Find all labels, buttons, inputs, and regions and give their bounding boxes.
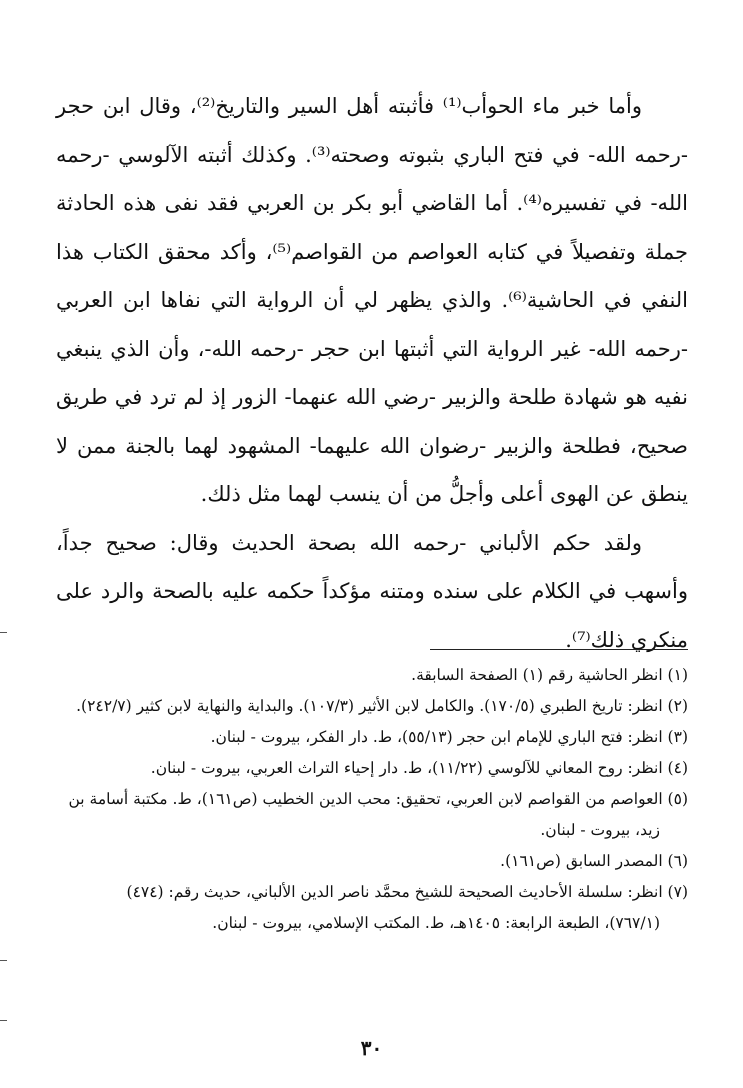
margin-mark xyxy=(0,1020,7,1021)
footnote-5: (٥) العواصم من القواصم لابن العربي، تحقيق: محب الدين الخطيب (ص١٦١)، ط. مكتبة أسامة بن xyxy=(68,790,688,808)
margin-mark xyxy=(0,632,7,633)
paragraph-2: ولقد حكم الألباني -رحمه الله بصحة الحديث وقال: صحيح جداً، وأسهب في الكلام على سنده ومتنه مؤكداً حكمه عليه بالصحة والرد على منكري ذلك⁽⁷⁾. xyxy=(56,530,688,652)
footnotes xyxy=(56,660,688,939)
footnote-6: (٦) المصدر السابق (ص١٦١). xyxy=(500,852,688,870)
footnote-separator xyxy=(430,649,688,650)
footnote-3: (٣) انظر: فتح الباري للإمام ابن حجر (٥٥/١٣)، ط. دار الفكر، بيروت - لبنان. xyxy=(210,728,688,746)
footnote-7: (٧) انظر: سلسلة الأحاديث الصحيحة للشيخ محمَّد ناصر الدين الألباني، حديث رقم: (٤٧٤) xyxy=(126,883,688,901)
main-text xyxy=(56,82,688,664)
footnote-5-continuation: زيد، بيروت - لبنان. xyxy=(540,821,660,839)
footnote-2: (٢) انظر: تاريخ الطبري (١٧٠/٥). والكامل لابن الأثير (١٠٧/٣). والبداية والنهاية لابن كثير (٢٤٢/٧). xyxy=(76,697,688,715)
footnote-4: (٤) انظر: روح المعاني للآلوسي (١١/٢٢)، ط. دار إحياء التراث العربي، بيروت - لبنان. xyxy=(150,759,688,777)
page-number: ٣٠ xyxy=(360,1036,383,1060)
paragraph-1: وأما خبر ماء الحوأب⁽¹⁾ فأثبته أهل السير والتاريخ⁽²⁾، وقال ابن حجر -رحمه الله- في فتح الباري بثبوته وصحته⁽³⁾. وكذلك أثبته الآلوسي -رحمه الله- في تفسيره⁽⁴⁾. أما القاضي أبو بكر بن العربي فقد نفى هذه الحادثة جملة وتفصيلاً في كتابه العواصم من القواصم⁽⁵⁾، وأكد محقق الكتاب هذا النفي في الحاشية⁽⁶⁾. والذي يظهر لي أن الرواية التي نفاها ابن العربي -رحمه الله- غير الرواية التي أثبتها ابن حجر -رحمه الله-، وأن الذي ينبغي نفيه هو شهادة طلحة والزبير -رضي الله عنهما- الزور إذ لم ترد في طريق صحيح، فطلحة والزبير -رضوان الله عليهما- المشهود لهما بالجنة ممن لا ينطق عن الهوى أعلى وأجلُّ من أن ينسب لهما مثل ذلك. xyxy=(56,94,689,506)
footnote-7-continuation: (٧٦٧/١)، الطبعة الرابعة: ١٤٠٥هـ، ط. المكتب الإسلامي، بيروت - لبنان. xyxy=(212,914,660,932)
margin-mark xyxy=(0,960,7,961)
footnote-1: (١) انظر الحاشية رقم (١) الصفحة السابقة. xyxy=(411,666,688,684)
